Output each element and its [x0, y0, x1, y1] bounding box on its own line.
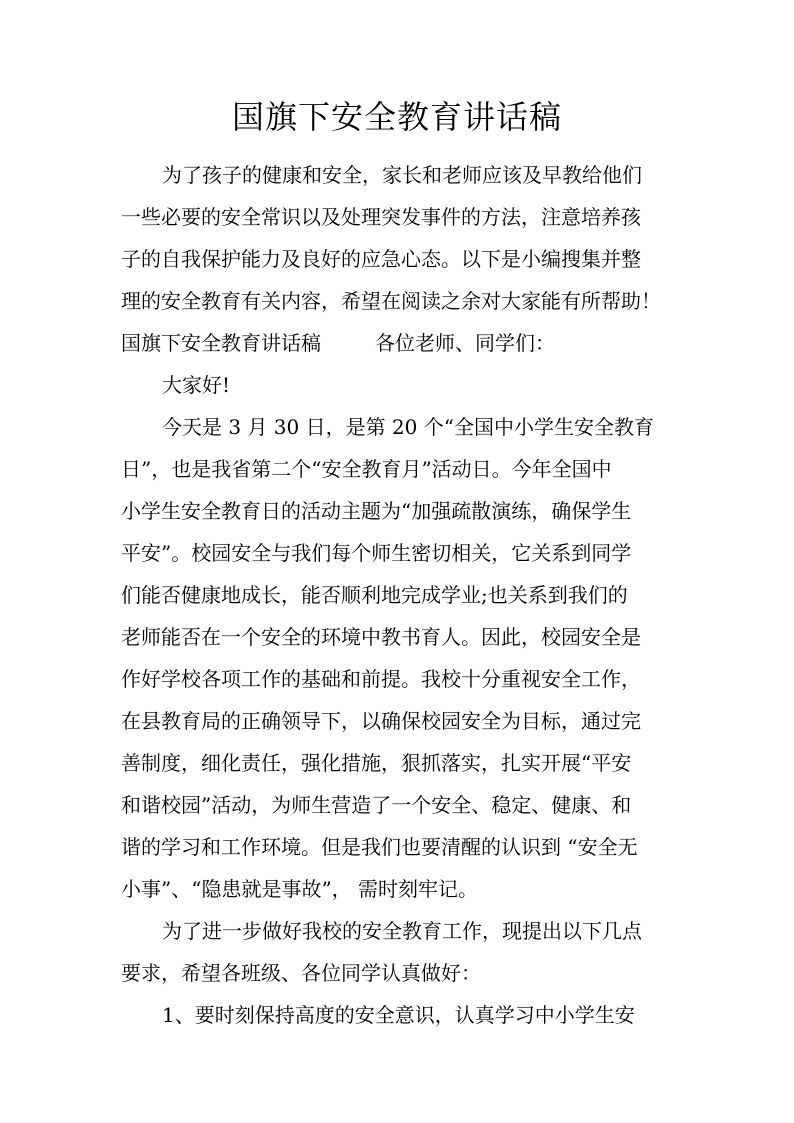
line-text: 和谐校园”活动，为师生营造了一个安全、稳定、健康、和: [121, 793, 632, 817]
text-line: [0, 910, 794, 952]
text-line: [0, 868, 794, 910]
line-text: 作好学校各项工作的基础和前提。我校十分重视安全工作，: [121, 667, 641, 691]
text-line: [0, 574, 794, 616]
text-line: [0, 196, 794, 238]
line-text: 大家好!: [162, 373, 231, 397]
greeting-text: 各位老师、同学们：: [375, 331, 555, 355]
text-line: [0, 406, 794, 448]
text-line: [0, 826, 794, 868]
text-line: [0, 280, 794, 322]
line-text: 平安”。校园安全与我们每个师生密切相关，它关系到同学: [121, 541, 632, 565]
line-text: 们能否健康地成长，能否顺利地完成学业;也关系到我们的: [121, 583, 628, 607]
line-text: 善制度，细化责任，强化措施，狠抓落实，扎实开展“平安: [121, 751, 632, 775]
line-text: 要求，希望各班级、各位同学认真做好：: [121, 961, 481, 985]
line-text: 在县教育局的正确领导下，以确保校园安全为目标，通过完: [121, 709, 641, 733]
text-line: [0, 994, 794, 1036]
text-line: [0, 448, 794, 490]
line-text: 今天是 3 月 30 日，是第 20 个“全国中小学生安全教育: [162, 415, 654, 439]
line-text: 一些必要的安全常识以及处理突发事件的方法，注意培养孩: [121, 205, 641, 229]
text-line: [0, 742, 794, 784]
text-line: [0, 784, 794, 826]
line-text: 日”，也是我省第二个“安全教育月”活动日。今年全国中: [121, 457, 612, 481]
text-line: [0, 490, 794, 532]
text-line: [0, 532, 794, 574]
text-line: [0, 952, 794, 994]
line-text: 小事”、“隐患就是事故”， 需时刻牢记。: [121, 877, 479, 901]
line-text: 子的自我保护能力及良好的应急心态。以下是小编搜集并整: [121, 247, 641, 271]
text-line: [0, 616, 794, 658]
text-line: [0, 700, 794, 742]
text-line: [0, 238, 794, 280]
line-text: 谐的学习和工作环境。但是我们也要清醒的认识到 “安全无: [121, 835, 638, 859]
line-text: 小学生安全教育日的活动主题为“加强疏散演练，确保学生: [121, 499, 632, 523]
subtitle-text: 国旗下安全教育讲话稿: [121, 331, 321, 355]
line-text: 1、要时刻保持高度的安全意识，认真学习中小学生安: [162, 1003, 635, 1027]
document-title: 国旗下安全教育讲话稿: [231, 98, 562, 136]
line-text: 为了孩子的健康和安全，家长和老师应该及早教给他们: [162, 163, 642, 187]
text-line: [0, 364, 794, 406]
text-line: [0, 322, 794, 364]
line-text: 为了进一步做好我校的安全教育工作，现提出以下几点: [162, 919, 642, 943]
line-text: 理的安全教育有关内容，希望在阅读之余对大家能有所帮助！: [121, 289, 661, 313]
text-line: [0, 154, 794, 196]
text-line: [0, 658, 794, 700]
line-text: 老师能否在一个安全的环境中教书育人。因此，校园安全是: [121, 625, 641, 649]
